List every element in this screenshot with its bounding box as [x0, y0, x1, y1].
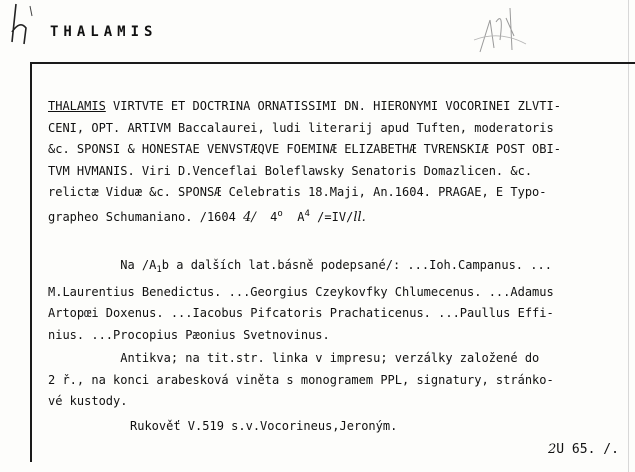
title-line-5: relictæ Viduæ &c. SPONSÆ Celebratis 18.Maji, An.1604. PRAGAE, E Typo-	[48, 185, 547, 199]
title-line-4: TVM HVMANIS. Viri D.Venceflai Boleflawsky Senatoris Domazlicen. &c.	[48, 163, 533, 178]
shelfmark-reference: Rukověť V.519 s.v.Vocorineus,Jeroným.	[130, 419, 398, 433]
handwritten-note-2: ll.	[353, 209, 366, 225]
title-description	[48, 96, 561, 228]
handwritten-note: 4/	[243, 209, 256, 225]
typography-line-2: 2 ř., na konci arabesková viněta s monogramem PPL, signatury, stránko-	[48, 372, 554, 387]
typography-note	[48, 348, 554, 413]
title-line-1: VIRTVTE ET DOCTRINA ORNATISSIMI DN. HIERONYMI VOCORINEI ZLVTI-	[105, 99, 561, 113]
title-line-6	[48, 210, 366, 224]
collation-rest: /=IV/	[309, 209, 354, 224]
format: 4	[255, 209, 278, 224]
pencil-doodle-mark	[470, 0, 540, 60]
typography-line-3: vé kustody.	[48, 394, 128, 408]
contents-line-4: nius. ...Procopius Pæonius Svetnovinus.	[48, 327, 330, 342]
card-edge	[628, 0, 629, 472]
call-number	[548, 442, 619, 457]
format-degree: o	[277, 208, 283, 219]
contents-line-1b: b a dalších lat.básně podepsané/: ...Ioh.Campanus. ...	[161, 258, 552, 272]
contents-subscript: 1	[156, 265, 162, 275]
call-number-value: U 65.	[556, 442, 596, 457]
frame-left-rule	[30, 62, 32, 462]
contents-line-2: M.Laurentius Benedictus. ...Georgius Czeykovfky Chlumecenus. ...Adamus	[48, 284, 554, 299]
card-heading: THALAMIS	[50, 24, 158, 40]
contents-note	[48, 255, 554, 346]
frame-top-rule	[30, 62, 635, 64]
title-line-3: &c. SPONSI & HONESTAE VENVSTÆQVE FOEMINÆ ELIZABETHÆ TVRENSKIÆ POST OBI-	[48, 142, 561, 156]
collation: A	[282, 209, 305, 224]
title-first-word: THALAMIS	[48, 99, 106, 113]
title-line-2: CENI, OPT. ARTIVM Baccalaurei, ludi literarij apud Tuften, moderatoris	[48, 120, 554, 135]
corner-handwritten-mark	[2, 2, 42, 48]
call-number-suffix: /.	[595, 442, 619, 457]
call-number-prefix: 2	[548, 442, 557, 457]
contents-line-1a: Na /A	[48, 258, 157, 272]
collation-superscript: 4	[304, 208, 310, 219]
typography-line-1: Antikva; na tit.str. linka v impresu; verzálky založené do	[48, 351, 540, 365]
contents-line-3: Artopœi Doxenus. ...Iacobus Pifcatoris Prachaticenus. ...Paullus Effi-	[48, 306, 554, 320]
imprint-year: grapheo Schumaniano. /1604	[48, 209, 244, 224]
